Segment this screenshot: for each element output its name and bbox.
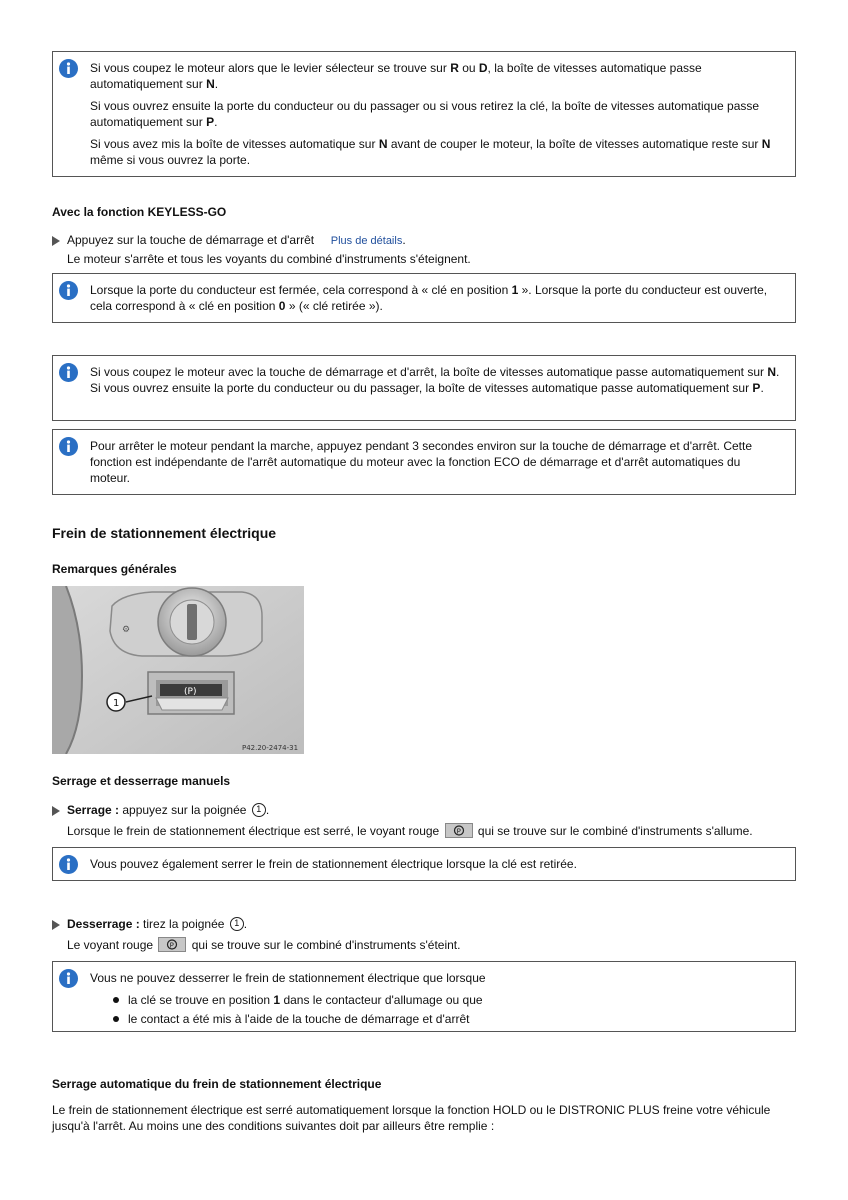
note-paragraph: Si vous ouvrez ensuite la porte du conducteur ou du passager ou si vous retirez la clé, la boîte de vitesses automatique passe automatiquement sur P. xyxy=(90,99,760,129)
desserrage-result-post: qui se trouve sur le combiné d'instruments s'éteint. xyxy=(191,938,461,952)
serrage-text: appuyez sur la poignée xyxy=(119,803,247,817)
period: . xyxy=(265,803,270,817)
desserrage-text: tirez la poignée xyxy=(139,917,225,931)
info-note-eco xyxy=(52,429,796,495)
info-note-release-conditions xyxy=(52,961,796,1032)
svg-text:P: P xyxy=(170,941,175,950)
link-period: . xyxy=(402,233,406,247)
info-note-key-position xyxy=(52,273,796,323)
keyless-heading: Avec la fonction KEYLESS-GO xyxy=(52,205,227,219)
serrage-result-pre: Lorsque le frein de stationnement électrique est serré, le voyant rouge xyxy=(67,824,440,838)
parking-brake-lamp-icon xyxy=(445,823,473,838)
triangle-arrow-icon xyxy=(52,806,60,816)
keyless-result: Le moteur s'arrête et tous les voyants du combiné d'instruments s'éteignent. xyxy=(67,252,471,266)
svg-text:⚙: ⚙ xyxy=(122,625,131,635)
info-icon xyxy=(59,59,78,78)
period: . xyxy=(243,917,248,931)
note-paragraph: Si vous coupez le moteur alors que le levier sélecteur se trouve sur R ou D, la boîte de vitesses automatique passe automatiquement sur N. xyxy=(90,61,702,91)
keyless-step-text: Appuyez sur la touche de démarrage et d'arrêt xyxy=(67,233,315,247)
details-link[interactable]: Plus de détails xyxy=(330,235,403,247)
list-item: la clé se trouve en position 1 dans le contacteur d'allumage ou que xyxy=(104,992,783,1008)
serrage-label: Serrage : xyxy=(67,803,120,817)
list-item: le contact a été mis à l'aide de la touche de démarrage et d'arrêt xyxy=(104,1011,783,1027)
note-paragraph: Si vous coupez le moteur avec la touche de démarrage et d'arrêt, la boîte de vitesses automatique passe automatiquement sur N. Si vous ouvrez ensuite la porte du conducteur ou du passager, la boîte de vitesses automatique passe automatiquement sur P. xyxy=(90,365,780,395)
note-paragraph: Si vous avez mis la boîte de vitesses automatique sur N avant de couper le moteur, la boîte de vitesses automatique reste sur N même si vous ouvrez la porte. xyxy=(90,137,771,167)
svg-text:P: P xyxy=(456,827,461,836)
desserrage-result-pre: Le voyant rouge xyxy=(67,938,154,952)
section-title: Frein de stationnement électrique xyxy=(52,525,277,541)
svg-text:(P): (P) xyxy=(184,687,197,697)
auto-paragraph: Le frein de stationnement électrique est serré automatiquement lorsque la fonction HOLD ou le DISTRONIC PLUS freine votre véhicule jusqu'à l'arrêt. Au moins une des conditions suivantes doit par ailleurs être remplie : xyxy=(52,1103,771,1133)
circled-number-icon: 1 xyxy=(230,917,244,931)
triangle-arrow-icon xyxy=(52,236,60,246)
note-paragraph: Lorsque la porte du conducteur est fermée, cela correspond à « clé en position 1 ». Lorsque la porte du conducteur est ouverte, cela correspond à « clé en position 0 » (« clé retirée »). xyxy=(90,283,768,313)
info-note-key-removed xyxy=(52,847,796,881)
note-paragraph: Vous pouvez également serrer le frein de stationnement électrique lorsque la clé est retirée. xyxy=(90,857,577,871)
serrage-step xyxy=(52,802,796,839)
info-icon xyxy=(59,855,78,874)
condition-list xyxy=(104,992,783,1027)
info-note-gearbox xyxy=(52,51,796,177)
info-note-start-stop xyxy=(52,355,796,421)
triangle-arrow-icon xyxy=(52,920,60,930)
info-icon xyxy=(59,969,78,988)
info-icon xyxy=(59,437,78,456)
parking-brake-handle-image xyxy=(52,586,304,754)
serrage-result-post: qui se trouve sur le combiné d'instruments s'allume. xyxy=(477,824,753,838)
keyless-step xyxy=(52,232,796,267)
general-remarks-heading: Remarques générales xyxy=(52,562,177,576)
auto-heading: Serrage automatique du frein de stationnement électrique xyxy=(52,1077,382,1091)
note-paragraph: Vous ne pouvez desserrer le frein de stationnement électrique que lorsque xyxy=(90,971,486,985)
info-icon xyxy=(59,363,78,382)
callout-number: 1 xyxy=(113,698,120,709)
manual-heading: Serrage et desserrage manuels xyxy=(52,774,231,788)
desserrage-label: Desserrage : xyxy=(67,917,140,931)
desserrage-step xyxy=(52,916,796,953)
image-code: P42.20-2474-31 xyxy=(242,744,299,752)
circled-number-icon: 1 xyxy=(252,803,266,817)
note-paragraph: Pour arrêter le moteur pendant la marche, appuyez pendant 3 secondes environ sur la touche de démarrage et d'arrêt. Cette fonction est indépendante de l'arrêt automatique du moteur avec la fonction ECO de démarrage et d'arrêt automatiques du moteur. xyxy=(90,439,753,485)
info-icon xyxy=(59,281,78,300)
parking-brake-lamp-icon xyxy=(158,937,186,952)
